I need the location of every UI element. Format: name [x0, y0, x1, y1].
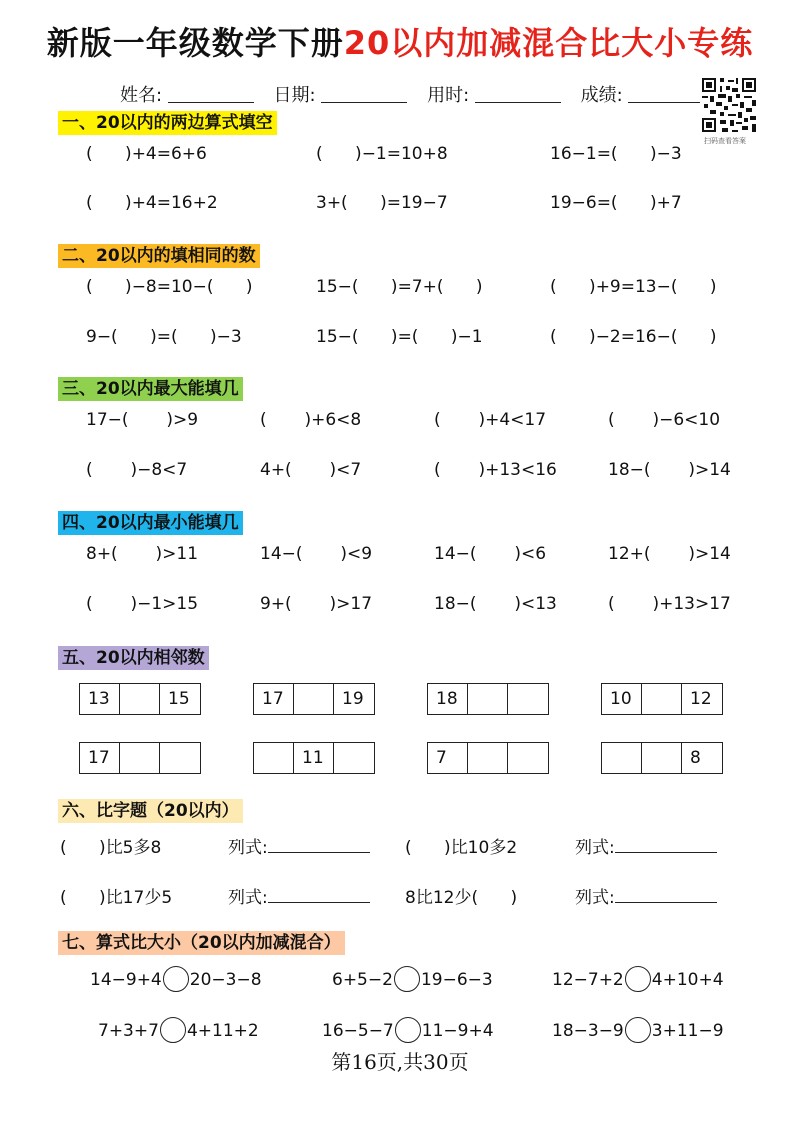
s3-question[interactable]: 18−( )>14 — [608, 460, 731, 480]
s1-question[interactable]: 19−6=( )+7 — [550, 193, 682, 213]
s1-question[interactable]: 3+( )=19−7 — [316, 193, 448, 213]
compare-circle[interactable] — [163, 966, 189, 992]
section-6-title: 六、比字题（20以内） — [58, 799, 243, 823]
number-box[interactable] — [508, 684, 548, 714]
s7-compare: 14−9+4 20−3−8 — [90, 966, 262, 992]
section-1-title: 一、20以内的两边算式填空 — [58, 111, 277, 135]
s2-question[interactable]: 15−( )=( )−1 — [316, 327, 483, 347]
s4-question[interactable]: 14−( )<6 — [434, 544, 547, 564]
compare-circle[interactable] — [395, 1017, 421, 1043]
s6-formula[interactable]: 列式: — [228, 883, 370, 908]
s4-question[interactable]: ( )−1>15 — [86, 594, 199, 614]
section-5-title: 五、20以内相邻数 — [58, 646, 209, 670]
number-box[interactable] — [508, 743, 548, 773]
title-highlight: 20以内加减混合比大小专练 — [343, 24, 754, 62]
s6-formula[interactable]: 列式: — [575, 833, 717, 858]
s3-question[interactable]: ( )+6<8 — [260, 410, 362, 430]
s6-question[interactable]: ( )比17少5 — [60, 888, 173, 908]
section-3-title: 三、20以内最大能填几 — [58, 377, 243, 401]
s3-question[interactable]: ( )+4<17 — [434, 410, 547, 430]
s1-question[interactable]: ( )+4=16+2 — [86, 193, 218, 213]
adjacent-number-boxes — [601, 742, 723, 774]
number-box[interactable] — [642, 743, 682, 773]
adjacent-number-boxes — [79, 683, 201, 715]
s4-question[interactable]: 18−( )<13 — [434, 594, 557, 614]
s6-formula[interactable]: 列式: — [228, 833, 370, 858]
s6-question[interactable]: 8比12少( ) — [405, 888, 518, 908]
number-box[interactable]: 17 — [80, 743, 120, 773]
number-box[interactable] — [120, 684, 160, 714]
s2-question[interactable]: ( )+9=13−( ) — [550, 277, 717, 297]
adjacent-number-boxes — [601, 683, 723, 715]
s2-question[interactable]: 15−( )=7+( ) — [316, 277, 483, 297]
page-title — [0, 18, 800, 64]
s7-compare: 7+3+7 4+11+2 — [98, 1017, 259, 1043]
s2-question[interactable]: ( )−8=10−( ) — [86, 277, 253, 297]
number-box[interactable] — [160, 743, 200, 773]
s7-compare: 16−5−7 11−9+4 — [322, 1017, 494, 1043]
section-4-title: 四、20以内最小能填几 — [58, 511, 243, 535]
number-box[interactable]: 19 — [342, 689, 364, 709]
adjacent-number-boxes — [253, 742, 375, 774]
compare-circle[interactable] — [625, 966, 651, 992]
number-box[interactable]: 7 — [428, 743, 468, 773]
s3-question[interactable]: ( )−6<10 — [608, 410, 721, 430]
s6-question[interactable]: ( )比5多8 — [60, 838, 162, 858]
number-box[interactable] — [120, 743, 160, 773]
s3-question[interactable]: 17−( )>9 — [86, 410, 199, 430]
adjacent-number-boxes — [253, 683, 375, 715]
date-field[interactable]: 日期: — [274, 81, 408, 107]
number-box[interactable]: 11 — [294, 743, 334, 773]
s4-question[interactable]: ( )+13>17 — [608, 594, 731, 614]
student-info-line — [120, 81, 728, 107]
number-box[interactable]: 13 — [80, 684, 120, 714]
number-box[interactable]: 8 — [690, 748, 701, 768]
qr-caption: 扫码查看答案 — [704, 137, 746, 145]
number-box[interactable] — [468, 684, 508, 714]
number-box[interactable]: 18 — [428, 684, 468, 714]
s6-formula[interactable]: 列式: — [575, 883, 717, 908]
s4-question[interactable]: 8+( )>11 — [86, 544, 199, 564]
number-box[interactable] — [642, 684, 682, 714]
s1-question[interactable]: 16−1=( )−3 — [550, 144, 682, 164]
s4-question[interactable]: 12+( )>14 — [608, 544, 731, 564]
compare-circle[interactable] — [625, 1017, 651, 1043]
title-main: 新版一年级数学下册 — [46, 24, 344, 62]
s3-question[interactable]: 4+( )<7 — [260, 460, 362, 480]
page-number: 第16页,共30页 — [331, 1050, 469, 1074]
number-box[interactable] — [294, 684, 334, 714]
adjacent-number-boxes — [79, 742, 201, 774]
number-box[interactable]: 15 — [168, 689, 190, 709]
s4-question[interactable]: 9+( )>17 — [260, 594, 373, 614]
s7-compare: 6+5−2 19−6−3 — [332, 966, 493, 992]
s2-question[interactable]: 9−( )=( )−3 — [86, 327, 242, 347]
score-field[interactable]: 成绩: — [581, 81, 715, 107]
s4-question[interactable]: 14−( )<9 — [260, 544, 373, 564]
number-box[interactable] — [468, 743, 508, 773]
number-box[interactable] — [334, 743, 374, 773]
s3-question[interactable]: ( )−8<7 — [86, 460, 188, 480]
compare-circle[interactable] — [160, 1017, 186, 1043]
time-used-field[interactable]: 用时: — [427, 81, 561, 107]
qr-code-icon[interactable] — [700, 76, 758, 134]
s6-question[interactable]: ( )比10多2 — [405, 838, 518, 858]
number-box[interactable]: 10 — [602, 684, 642, 714]
section-2-title: 二、20以内的填相同的数 — [58, 244, 260, 268]
compare-circle[interactable] — [394, 966, 420, 992]
name-field[interactable]: 姓名: — [120, 81, 254, 107]
number-box[interactable]: 12 — [690, 689, 712, 709]
number-box[interactable] — [602, 743, 642, 773]
adjacent-number-boxes — [427, 683, 549, 715]
adjacent-number-boxes — [427, 742, 549, 774]
s7-compare: 18−3−9 3+11−9 — [552, 1017, 724, 1043]
s2-question[interactable]: ( )−2=16−( ) — [550, 327, 717, 347]
s1-question[interactable]: ( )+4=6+6 — [86, 144, 207, 164]
s7-compare: 12−7+2 4+10+4 — [552, 966, 724, 992]
s3-question[interactable]: ( )+13<16 — [434, 460, 557, 480]
number-box[interactable]: 17 — [254, 684, 294, 714]
s1-question[interactable]: ( )−1=10+8 — [316, 144, 448, 164]
number-box[interactable] — [254, 743, 294, 773]
section-7-title: 七、算式比大小（20以内加减混合） — [58, 931, 345, 955]
